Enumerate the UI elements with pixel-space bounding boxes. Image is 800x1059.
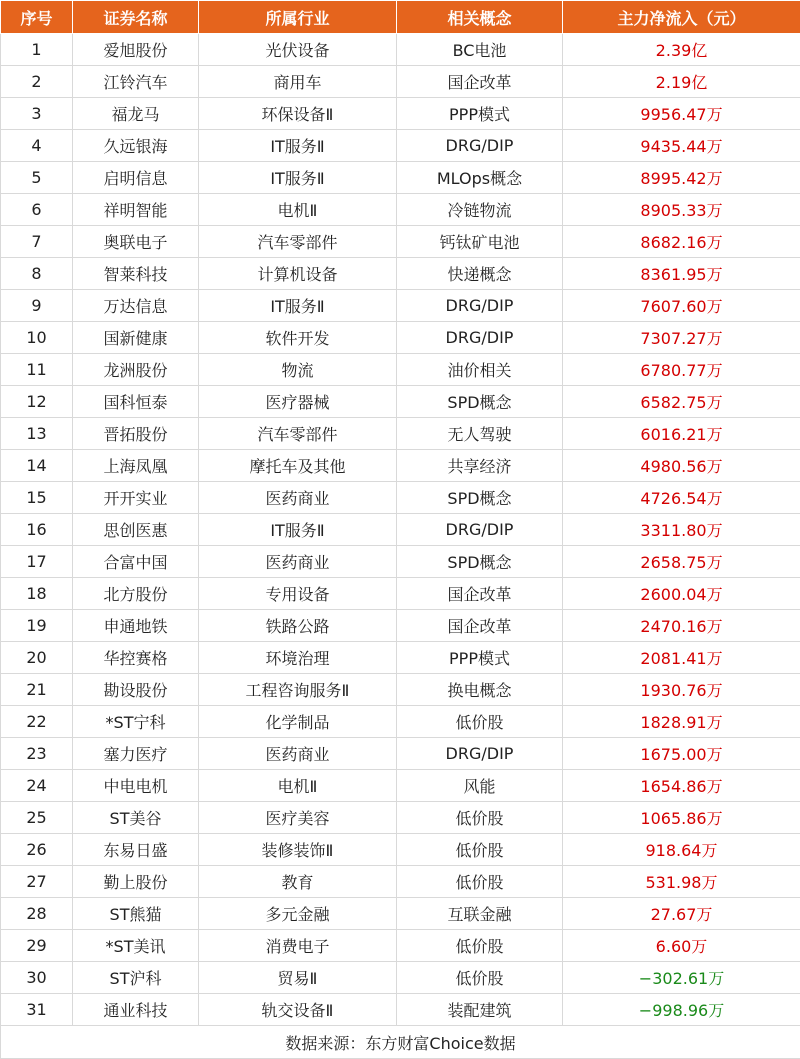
security-name-cell: 江铃汽车 — [73, 66, 199, 98]
table-row — [1, 674, 800, 706]
rank-cell: 24 — [1, 770, 73, 802]
rank-cell: 26 — [1, 834, 73, 866]
security-name-cell: 祥明智能 — [73, 194, 199, 226]
header-concept: 相关概念 — [397, 1, 563, 34]
industry-cell: 医疗美容 — [199, 802, 397, 834]
security-name-cell: 思创医惠 — [73, 514, 199, 546]
security-name-cell: 福龙马 — [73, 98, 199, 130]
security-name-cell: 智莱科技 — [73, 258, 199, 290]
net-inflow-cell: 6016.21万 — [563, 418, 800, 450]
security-name-cell: 北方股份 — [73, 578, 199, 610]
concept-cell: 国企改革 — [397, 66, 563, 98]
industry-cell: 化学制品 — [199, 706, 397, 738]
concept-cell: 低价股 — [397, 930, 563, 962]
rank-cell: 30 — [1, 962, 73, 994]
table-row — [1, 642, 800, 674]
rank-cell: 9 — [1, 290, 73, 322]
concept-cell: 钙钛矿电池 — [397, 226, 563, 258]
rank-cell: 13 — [1, 418, 73, 450]
table-row — [1, 66, 800, 98]
rank-cell: 28 — [1, 898, 73, 930]
rank-cell: 22 — [1, 706, 73, 738]
table-row — [1, 290, 800, 322]
net-inflow-cell: 8905.33万 — [563, 194, 800, 226]
header-rank: 序号 — [1, 1, 73, 34]
security-name-cell: *ST美讯 — [73, 930, 199, 962]
concept-cell: 低价股 — [397, 706, 563, 738]
rank-cell: 20 — [1, 642, 73, 674]
industry-cell: 医药商业 — [199, 738, 397, 770]
security-name-cell: 奥联电子 — [73, 226, 199, 258]
table-row — [1, 706, 800, 738]
rank-cell: 16 — [1, 514, 73, 546]
net-inflow-cell: 8682.16万 — [563, 226, 800, 258]
industry-cell: 贸易Ⅱ — [199, 962, 397, 994]
table-row — [1, 962, 800, 994]
table-row — [1, 386, 800, 418]
net-inflow-cell: 27.67万 — [563, 898, 800, 930]
net-inflow-cell: 6780.77万 — [563, 354, 800, 386]
concept-cell: DRG/DIP — [397, 130, 563, 162]
net-inflow-cell: 6.60万 — [563, 930, 800, 962]
rank-cell: 7 — [1, 226, 73, 258]
table-row — [1, 258, 800, 290]
net-inflow-cell: 2470.16万 — [563, 610, 800, 642]
industry-cell: 多元金融 — [199, 898, 397, 930]
concept-cell: 国企改革 — [397, 610, 563, 642]
concept-cell: 共享经济 — [397, 450, 563, 482]
concept-cell: 低价股 — [397, 834, 563, 866]
industry-cell: 铁路公路 — [199, 610, 397, 642]
net-inflow-cell: 9956.47万 — [563, 98, 800, 130]
net-inflow-cell: 9435.44万 — [563, 130, 800, 162]
table-row — [1, 450, 800, 482]
table-row — [1, 738, 800, 770]
concept-cell: SPD概念 — [397, 482, 563, 514]
industry-cell: 汽车零部件 — [199, 418, 397, 450]
table-row — [1, 802, 800, 834]
net-inflow-cell: 1828.91万 — [563, 706, 800, 738]
industry-cell: 软件开发 — [199, 322, 397, 354]
concept-cell: 装配建筑 — [397, 994, 563, 1026]
net-inflow-cell: 2600.04万 — [563, 578, 800, 610]
net-inflow-cell: 1675.00万 — [563, 738, 800, 770]
concept-cell: 互联金融 — [397, 898, 563, 930]
rank-cell: 21 — [1, 674, 73, 706]
table-row — [1, 770, 800, 802]
table-row — [1, 130, 800, 162]
security-name-cell: 龙洲股份 — [73, 354, 199, 386]
rank-cell: 6 — [1, 194, 73, 226]
source-row — [1, 1026, 800, 1059]
industry-cell: 专用设备 — [199, 578, 397, 610]
rank-cell: 31 — [1, 994, 73, 1026]
net-inflow-cell: 1654.86万 — [563, 770, 800, 802]
rank-cell: 15 — [1, 482, 73, 514]
table-row — [1, 162, 800, 194]
industry-cell: 医药商业 — [199, 546, 397, 578]
security-name-cell: 国科恒泰 — [73, 386, 199, 418]
security-name-cell: 东易日盛 — [73, 834, 199, 866]
table-row — [1, 994, 800, 1026]
net-inflow-cell: 918.64万 — [563, 834, 800, 866]
table-row — [1, 578, 800, 610]
security-name-cell: 久远银海 — [73, 130, 199, 162]
concept-cell: 油价相关 — [397, 354, 563, 386]
security-name-cell: 勤上股份 — [73, 866, 199, 898]
concept-cell: SPD概念 — [397, 546, 563, 578]
net-inflow-cell: 4980.56万 — [563, 450, 800, 482]
concept-cell: 低价股 — [397, 866, 563, 898]
concept-cell: 快递概念 — [397, 258, 563, 290]
industry-cell: IT服务Ⅱ — [199, 514, 397, 546]
industry-cell: 消费电子 — [199, 930, 397, 962]
net-inflow-cell: 3311.80万 — [563, 514, 800, 546]
concept-cell: 国企改革 — [397, 578, 563, 610]
table-row — [1, 834, 800, 866]
security-name-cell: 塞力医疗 — [73, 738, 199, 770]
header-net-inflow: 主力净流入（元） — [563, 1, 800, 34]
industry-cell: 轨交设备Ⅱ — [199, 994, 397, 1026]
industry-cell: IT服务Ⅱ — [199, 290, 397, 322]
net-inflow-cell: 8995.42万 — [563, 162, 800, 194]
security-name-cell: 中电电机 — [73, 770, 199, 802]
net-inflow-cell: 2.39亿 — [563, 34, 800, 66]
table-row — [1, 322, 800, 354]
security-name-cell: 通业科技 — [73, 994, 199, 1026]
concept-cell: SPD概念 — [397, 386, 563, 418]
rank-cell: 11 — [1, 354, 73, 386]
rank-cell: 25 — [1, 802, 73, 834]
rank-cell: 18 — [1, 578, 73, 610]
table-row — [1, 514, 800, 546]
net-inflow-cell: 7307.27万 — [563, 322, 800, 354]
net-inflow-cell: 6582.75万 — [563, 386, 800, 418]
industry-cell: 装修装饰Ⅱ — [199, 834, 397, 866]
concept-cell: PPP模式 — [397, 642, 563, 674]
rank-cell: 27 — [1, 866, 73, 898]
security-name-cell: 晋拓股份 — [73, 418, 199, 450]
concept-cell: DRG/DIP — [397, 514, 563, 546]
industry-cell: 汽车零部件 — [199, 226, 397, 258]
security-name-cell: *ST宁科 — [73, 706, 199, 738]
concept-cell: 低价股 — [397, 962, 563, 994]
table-row — [1, 34, 800, 66]
security-name-cell: ST沪科 — [73, 962, 199, 994]
industry-cell: 电机Ⅱ — [199, 194, 397, 226]
industry-cell: 计算机设备 — [199, 258, 397, 290]
rank-cell: 1 — [1, 34, 73, 66]
net-inflow-cell: 2081.41万 — [563, 642, 800, 674]
rank-cell: 4 — [1, 130, 73, 162]
rank-cell: 10 — [1, 322, 73, 354]
net-inflow-cell: 2.19亿 — [563, 66, 800, 98]
net-inflow-cell: 1065.86万 — [563, 802, 800, 834]
concept-cell: DRG/DIP — [397, 322, 563, 354]
table-row — [1, 98, 800, 130]
table-row — [1, 354, 800, 386]
security-name-cell: 勘设股份 — [73, 674, 199, 706]
security-name-cell: ST熊猫 — [73, 898, 199, 930]
table-row — [1, 866, 800, 898]
table-row — [1, 546, 800, 578]
rank-cell: 2 — [1, 66, 73, 98]
table-row — [1, 194, 800, 226]
industry-cell: 医药商业 — [199, 482, 397, 514]
net-inflow-cell: 2658.75万 — [563, 546, 800, 578]
industry-cell: 医疗器械 — [199, 386, 397, 418]
industry-cell: 光伏设备 — [199, 34, 397, 66]
table-row — [1, 418, 800, 450]
industry-cell: 物流 — [199, 354, 397, 386]
concept-cell: 换电概念 — [397, 674, 563, 706]
net-inflow-cell: 7607.60万 — [563, 290, 800, 322]
security-name-cell: 国新健康 — [73, 322, 199, 354]
rank-cell: 3 — [1, 98, 73, 130]
industry-cell: 摩托车及其他 — [199, 450, 397, 482]
security-name-cell: 申通地铁 — [73, 610, 199, 642]
rank-cell: 12 — [1, 386, 73, 418]
security-name-cell: 启明信息 — [73, 162, 199, 194]
industry-cell: 环境治理 — [199, 642, 397, 674]
industry-cell: 工程咨询服务Ⅱ — [199, 674, 397, 706]
header-row — [1, 1, 800, 34]
concept-cell: BC电池 — [397, 34, 563, 66]
net-inflow-cell: 1930.76万 — [563, 674, 800, 706]
table-row — [1, 898, 800, 930]
rank-cell: 19 — [1, 610, 73, 642]
security-name-cell: 万达信息 — [73, 290, 199, 322]
industry-cell: 环保设备Ⅱ — [199, 98, 397, 130]
net-inflow-cell: −302.61万 — [563, 962, 800, 994]
net-inflow-cell: 8361.95万 — [563, 258, 800, 290]
table-row — [1, 482, 800, 514]
security-name-cell: ST美谷 — [73, 802, 199, 834]
table-row — [1, 610, 800, 642]
concept-cell: 风能 — [397, 770, 563, 802]
rank-cell: 17 — [1, 546, 73, 578]
data-source-note: 数据来源：东方财富Choice数据 — [1, 1026, 800, 1059]
table-row — [1, 226, 800, 258]
concept-cell: PPP模式 — [397, 98, 563, 130]
industry-cell: 电机Ⅱ — [199, 770, 397, 802]
security-name-cell: 华控赛格 — [73, 642, 199, 674]
net-inflow-cell: 4726.54万 — [563, 482, 800, 514]
concept-cell: 冷链物流 — [397, 194, 563, 226]
header-industry: 所属行业 — [199, 1, 397, 34]
security-name-cell: 合富中国 — [73, 546, 199, 578]
rank-cell: 29 — [1, 930, 73, 962]
industry-cell: IT服务Ⅱ — [199, 162, 397, 194]
security-name-cell: 开开实业 — [73, 482, 199, 514]
concept-cell: DRG/DIP — [397, 738, 563, 770]
concept-cell: 无人驾驶 — [397, 418, 563, 450]
rank-cell: 23 — [1, 738, 73, 770]
industry-cell: 商用车 — [199, 66, 397, 98]
header-security-name: 证券名称 — [73, 1, 199, 34]
concept-cell: DRG/DIP — [397, 290, 563, 322]
security-name-cell: 上海凤凰 — [73, 450, 199, 482]
net-inflow-cell: 531.98万 — [563, 866, 800, 898]
rank-cell: 5 — [1, 162, 73, 194]
rank-cell: 14 — [1, 450, 73, 482]
industry-cell: IT服务Ⅱ — [199, 130, 397, 162]
security-name-cell: 爱旭股份 — [73, 34, 199, 66]
net-inflow-cell: −998.96万 — [563, 994, 800, 1026]
concept-cell: 低价股 — [397, 802, 563, 834]
concept-cell: MLOps概念 — [397, 162, 563, 194]
industry-cell: 教育 — [199, 866, 397, 898]
table-row — [1, 930, 800, 962]
rank-cell: 8 — [1, 258, 73, 290]
